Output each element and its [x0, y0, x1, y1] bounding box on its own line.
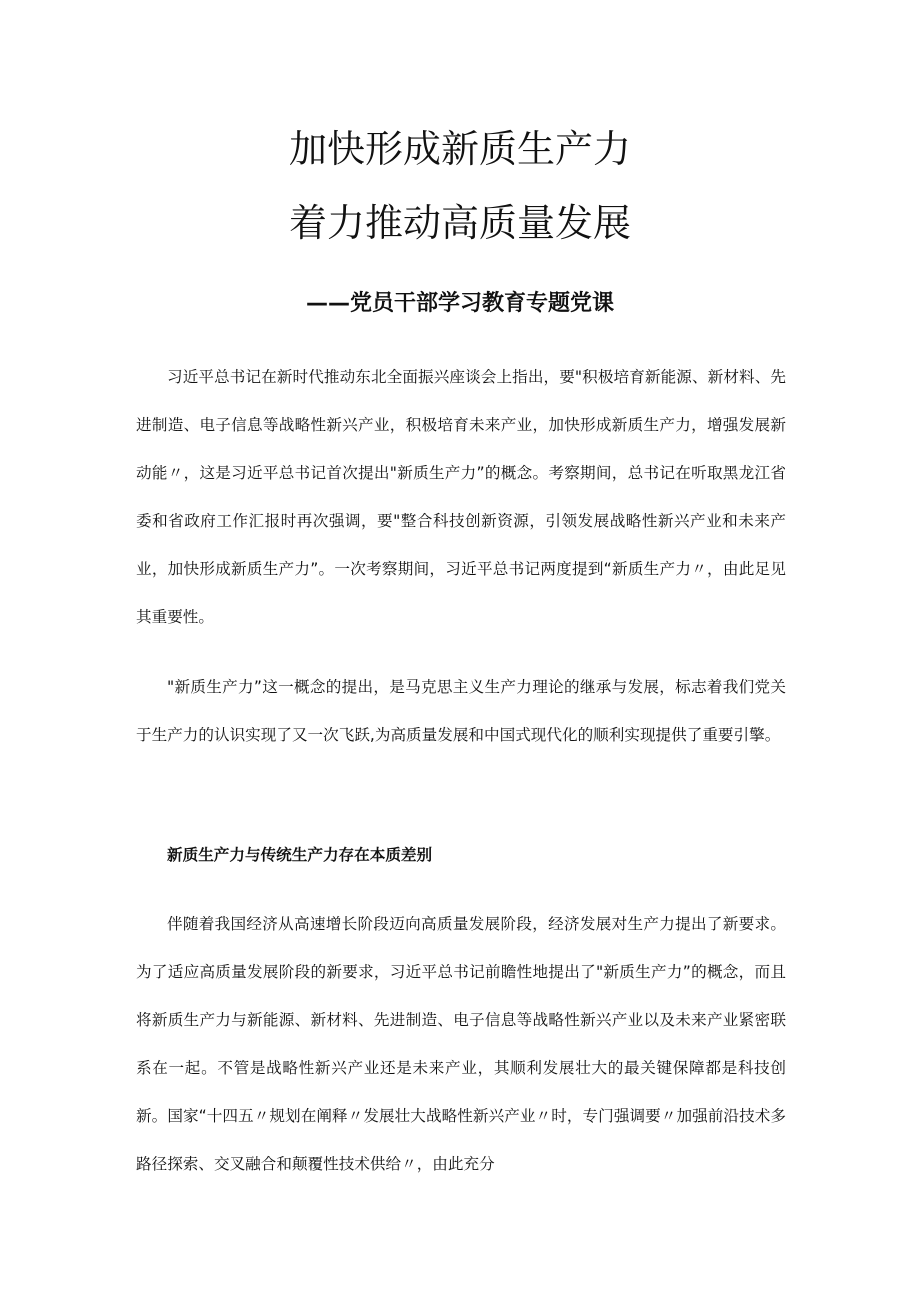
document-title-line-1: 加快形成新质生产力: [288, 127, 631, 171]
section-heading: 新质生产力与传统生产力存在本质差别: [167, 846, 433, 864]
document-subtitle: ——党员干部学习教育专题党课: [305, 291, 614, 316]
body-paragraph: "新质生产力”这一概念的提出，是马克思主义生产力理论的继承与发展，标志着我们党关于生产力的认识实现了又一次飞跃,为高质量发展和中国式现代化的顺利实现提供了重要引擎。: [136, 678, 786, 744]
body-paragraph: 习近平总书记在新时代推动东北全面振兴座谈会上指出，要"积极培育新能源、新材料、先进制造、电子信息等战略性新兴产业，积极培育未来产业，加快形成新质生产力，增强发展新动能〃，这是习近平总书记首次提出"新质生产力”的概念。考察期间，总书记在听取黑龙江省委和省政府工作汇报时再次强调，要"整合科技创新资源，引领发展战略性新兴产业和未来产业，加快形成新质生产力”。一次考察期间，习近平总书记两度提到“新质生产力〃，由此足见其重要性。: [136, 368, 786, 626]
document-title-line-2: 着力推动高质量发展: [288, 201, 631, 245]
section-paragraph: 伴随着我国经济从高速增长阶段迈向高质量发展阶段，经济发展对生产力提出了新要求。为了适应高质量发展阶段的新要求，习近平总书记前瞻性地提出了"新质生产力”的概念，而且将新质生产力与新能源、新材料、先进制造、电子信息等战略性新兴产业以及未来产业紧密联系在一起。不管是战略性新兴产业还是未来产业，其顺利发展壮大的最关键保障都是科技创新。国家“十四五〃规划在阐释〃发展壮大战略性新兴产业〃时，专门强调要〃加强前沿技术多路径探索、交叉融合和颠覆性技术供给〃，由此充分: [136, 915, 786, 1173]
